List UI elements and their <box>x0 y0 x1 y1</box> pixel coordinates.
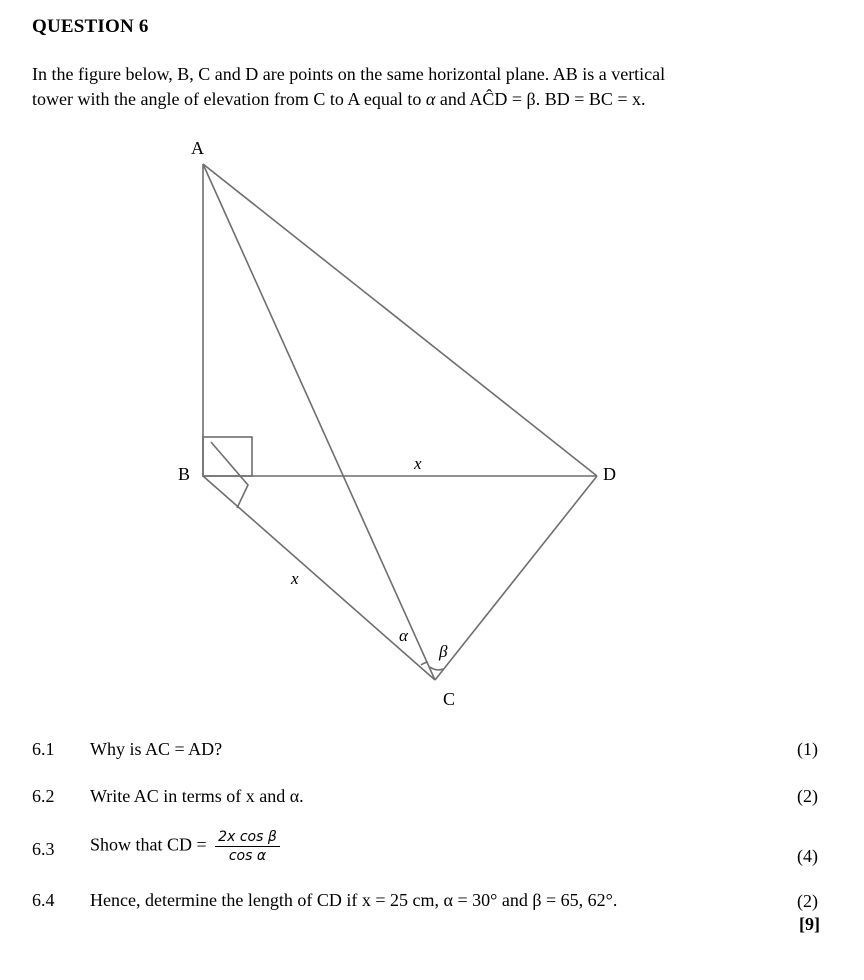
item-text: Show that CD = <box>90 834 207 855</box>
label-beta: β <box>439 642 448 661</box>
label-d: D <box>603 464 616 484</box>
item-text: Write AC in terms of x and α. <box>90 786 304 806</box>
item-marks: (2) <box>797 891 818 911</box>
fraction <box>215 829 280 864</box>
item-6-2 <box>0 786 864 816</box>
item-6-3 <box>0 829 864 873</box>
intro-alpha: α <box>425 89 436 109</box>
segment-cd <box>435 476 597 680</box>
right-angle-marker-bd <box>203 437 252 476</box>
item-number: 6.3 <box>32 839 55 859</box>
label-x-bc: x <box>291 569 299 588</box>
label-c: C <box>443 689 456 709</box>
intro-text-a: tower with the angle of elevation from C to A equal to <box>32 89 426 109</box>
item-marks: (2) <box>797 786 818 806</box>
intro-line-2 <box>32 87 792 112</box>
intro-line-1: In the figure below, B, C and D are points on the same horizontal plane. AB is a vertical <box>32 64 666 84</box>
item-text-wrap <box>90 829 280 864</box>
item-6-1 <box>0 739 864 769</box>
item-number: 6.1 <box>32 739 55 759</box>
total-marks: [9] <box>799 914 820 934</box>
label-x-bd: x <box>414 454 422 473</box>
item-number: 6.4 <box>32 890 55 910</box>
item-text: Why is AC = AD? <box>90 739 223 759</box>
fraction-numerator: 2x cos β <box>215 829 280 847</box>
question-intro <box>32 62 792 112</box>
fraction-denominator: cos α <box>228 848 267 864</box>
label-b: B <box>178 464 191 484</box>
item-6-4 <box>0 890 864 920</box>
item-marks: (4) <box>797 846 818 866</box>
label-alpha: α <box>399 626 408 645</box>
geometry-figure <box>0 130 864 720</box>
beta-arc <box>430 667 443 670</box>
question-title: QUESTION 6 <box>32 16 149 37</box>
segment-ad <box>203 164 597 476</box>
intro-text-b: and <box>435 89 470 109</box>
intro-angle-statement: AĈD = β. BD = BC = x. <box>469 89 646 109</box>
label-a: A <box>191 138 204 158</box>
item-text: Hence, determine the length of CD if x = 25 cm, α = 30° and β = 65, 62°. <box>90 890 618 910</box>
segment-ac <box>203 164 435 680</box>
right-angle-marker-bc <box>211 442 248 508</box>
item-marks: (1) <box>797 739 818 759</box>
item-number: 6.2 <box>32 786 55 806</box>
